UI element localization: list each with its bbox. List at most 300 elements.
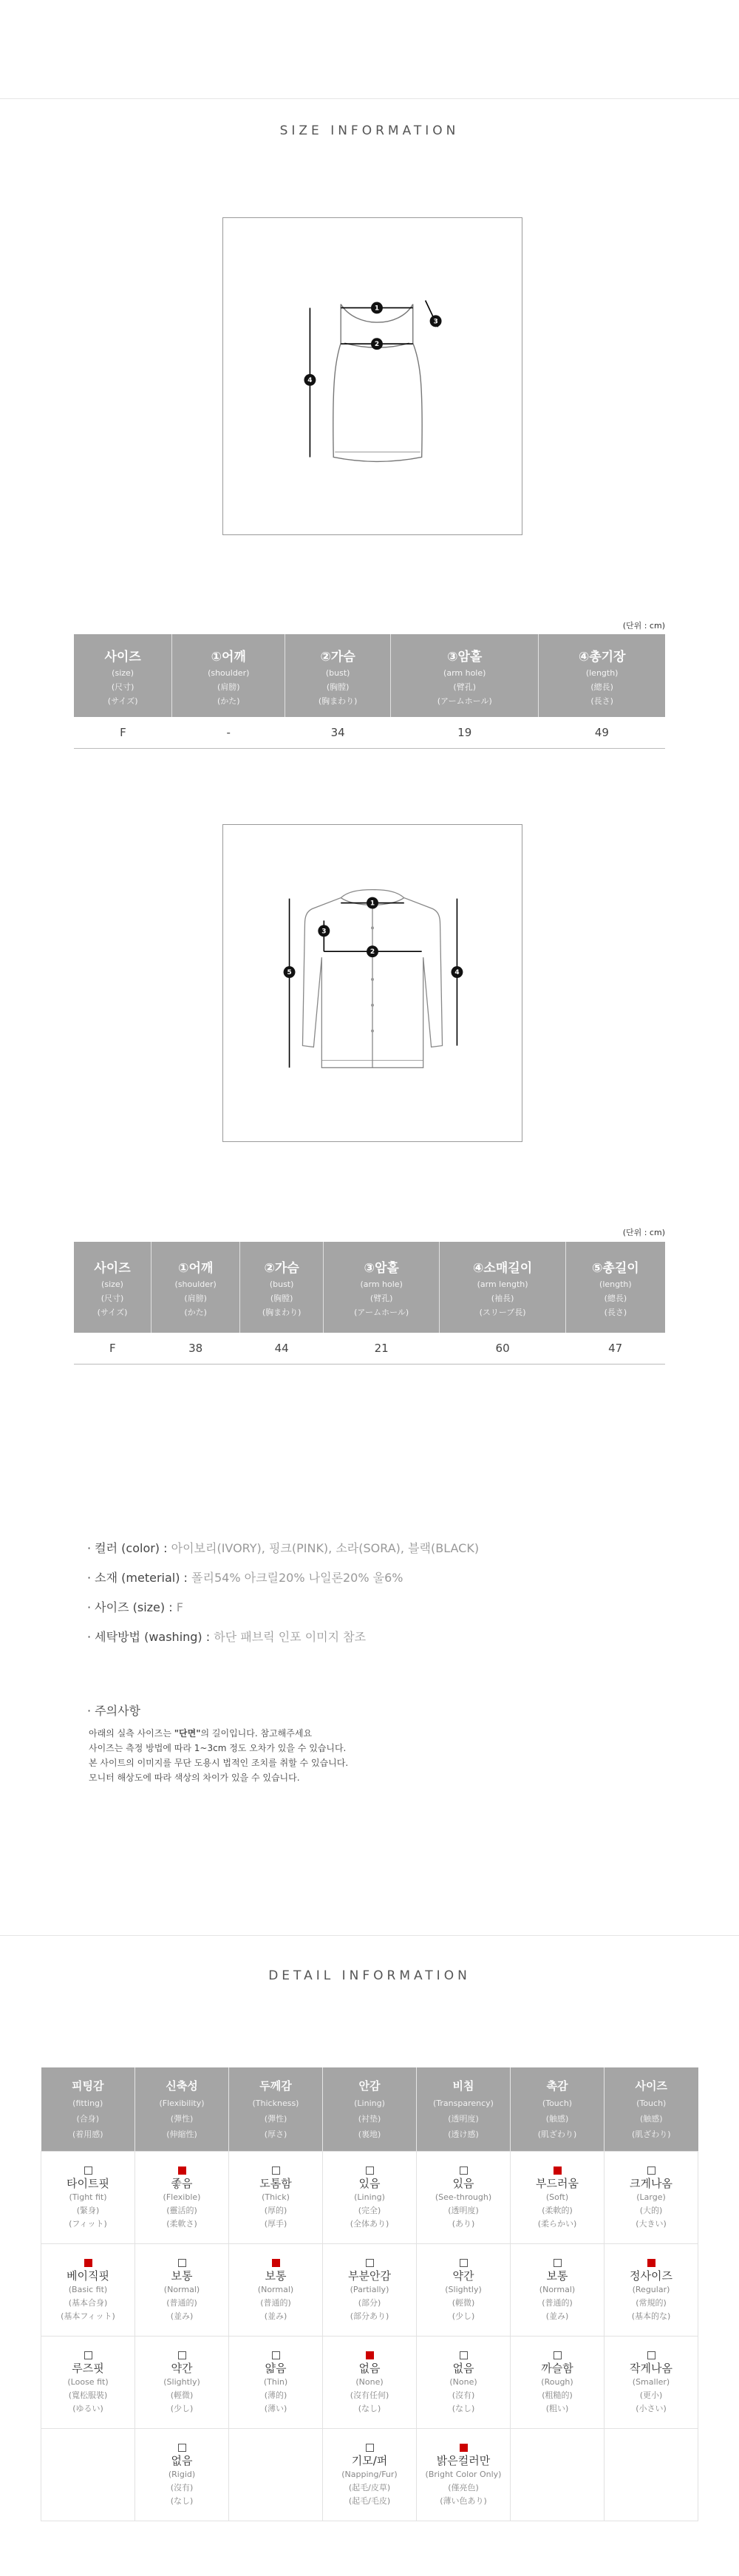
option-english: (Soft) [545,2192,569,2202]
detail-cell [511,2243,605,2336]
option-label: 부드러움 [536,2176,579,2190]
detail-header-sub: (肌ざわり) [537,2129,577,2139]
option-japanese: (ゆるい) [72,2403,103,2413]
option-japanese: (全体あり) [350,2218,389,2229]
column-header-sub: (臂孔) [453,682,477,692]
option-english: (Regular) [632,2284,670,2294]
column-header-sub: (arm hole) [443,667,486,678]
detail-header-main: 신축성 [166,2079,198,2093]
svg-text:1: 1 [370,900,375,908]
notice-line-3: 본 사이트의 이미지를 무단 도용시 법적인 조치를 취할 수 있습니다. [89,1758,349,1768]
option-english: (Partially) [350,2284,389,2294]
option-chinese: (寬松服裝) [68,2390,108,2400]
tank-unit-label: (단위 : cm) [622,621,665,631]
detail-option [135,2351,228,2416]
unchecked-box-icon [460,2167,468,2175]
option-english: (Thin) [263,2376,288,2387]
detail-cell [229,2336,323,2428]
detail-header-sub: (彈性) [170,2113,194,2124]
column-header [172,634,285,717]
column-header-sub: (肩膀) [184,1294,207,1303]
option-english: (None) [449,2376,477,2387]
detail-header-sub: (Thickness) [252,2098,299,2108]
option-chinese: (起毛/皮草) [348,2482,391,2492]
option-label: 있음 [452,2176,474,2190]
svg-text:4: 4 [454,969,460,977]
unchecked-box-icon [178,2444,186,2452]
svg-text:2: 2 [370,948,375,956]
column-header-sub: (size) [112,667,134,678]
detail-row [41,2151,698,2243]
option-japanese: (薄い色あり) [440,2495,487,2506]
option-english: (Normal) [163,2284,200,2294]
column-header [74,634,172,717]
option-english: (Slightly) [445,2284,482,2294]
column-header-sub: (總長) [590,682,613,692]
option-japanese: (あり) [452,2218,475,2229]
option-label: 보통 [546,2269,568,2283]
detail-cell [135,2428,229,2521]
detail-header-sub: (厚さ) [264,2129,287,2139]
unchecked-box-icon [272,2167,280,2175]
option-japanese: (柔軟さ) [166,2218,197,2229]
option-japanese: (部分あり) [350,2311,389,2321]
detail-header-sub: (Lining) [354,2098,385,2108]
detail-column-header [417,2067,511,2151]
detail-header-sub: (合身) [76,2113,100,2124]
detail-cell [229,2243,323,2336]
detail-cell [605,2243,698,2336]
detail-column-header [323,2067,417,2151]
size-cell: - [172,717,285,748]
column-header-sub: (長さ) [590,696,613,706]
option-label: 없음 [171,2453,193,2467]
svg-text:1: 1 [374,305,380,313]
detail-header-sub: (衬垫) [358,2113,381,2124]
detail-header-sub: (fitting) [72,2098,103,2108]
size-cell: 60 [440,1333,565,1364]
option-japanese: (大きい) [636,2218,667,2229]
svg-text:5: 5 [287,969,292,977]
option-chinese: (完全) [358,2205,381,2215]
detail-cell [417,2151,511,2243]
detail-cell [605,2428,698,2521]
option-label: 루즈핏 [72,2361,104,2375]
column-header-sub: (bust) [325,667,350,678]
detail-row [41,2336,698,2428]
column-header-sub: (shoulder) [174,1279,217,1289]
detail-info-table [41,2067,698,2521]
column-header [391,634,539,717]
detail-option [229,2167,322,2231]
column-header-main: ①어깨 [178,1261,214,1276]
detail-cell [417,2428,511,2521]
option-chinese: (部分) [358,2297,381,2308]
detail-cell [135,2336,229,2428]
option-label: 좋음 [171,2176,193,2190]
option-english: (Normal) [539,2284,576,2294]
detail-cell [41,2151,135,2243]
option-chinese: (普通的) [260,2297,291,2308]
option-japanese: (粗い) [545,2403,569,2413]
option-chinese: (靈活的) [166,2205,197,2215]
column-header-sub: (アームホール) [437,696,492,706]
detail-option [323,2351,416,2416]
detail-cell [511,2336,605,2428]
svg-text:4: 4 [307,376,313,384]
detail-cell [229,2151,323,2243]
detail-header-sub: (Flexibility) [159,2098,205,2108]
detail-option [41,2167,134,2231]
unchecked-box-icon [84,2351,92,2359]
info-row [87,1622,479,1652]
detail-cell [511,2151,605,2243]
notice-line-4: 모니터 해상도에 따라 색상의 차이가 있을 수 있습니다. [89,1773,300,1783]
size-information-title: SIZE INFORMATION [279,123,460,138]
detail-option [511,2351,604,2416]
unchecked-box-icon [366,2259,374,2267]
column-header-sub: (臂孔) [370,1294,393,1303]
detail-option [229,2351,322,2416]
option-english: (Basic fit) [68,2284,108,2294]
detail-header-sub: (伸縮性) [166,2129,197,2139]
detail-option [605,2167,698,2231]
option-label: 약간 [171,2361,193,2375]
option-japanese: (起毛/毛皮) [348,2495,391,2506]
detail-option [41,2259,134,2323]
column-header-sub: (bust) [269,1279,294,1289]
column-header-sub: (サイズ) [97,1308,128,1317]
detail-cell [41,2336,135,2428]
detail-option [605,2259,698,2323]
detail-option [323,2444,416,2508]
option-english: (Large) [636,2192,666,2202]
column-header-sub: (arm length) [477,1279,528,1289]
notice-section [87,1696,348,1785]
unchecked-box-icon [554,2259,562,2267]
option-label: 정사이즈 [630,2269,672,2283]
option-label: 작게나옴 [630,2361,672,2375]
detail-option [135,2444,228,2508]
unchecked-box-icon [460,2259,468,2267]
detail-header-sub: (Transparency) [433,2098,494,2108]
column-header [74,1242,151,1333]
info-value: 하단 패브릭 인포 이미지 참조 [214,1630,367,1644]
unchecked-box-icon [84,2167,92,2175]
detail-option [511,2167,604,2231]
option-chinese: (普通的) [166,2297,197,2308]
unchecked-box-icon [178,2259,186,2267]
option-english: (Thick) [262,2192,290,2202]
detail-cell [417,2336,511,2428]
option-english: (Rough) [541,2376,573,2387]
option-english: (Bright Color Only) [425,2469,502,2479]
option-japanese: (小さい) [636,2403,667,2413]
option-japanese: (基本的な) [631,2311,671,2321]
checked-box-icon [460,2444,468,2452]
detail-divider [0,1935,739,1936]
option-japanese: (なし) [358,2403,381,2413]
column-header-sub: (length) [599,1279,632,1289]
column-header [240,1242,324,1333]
option-label: 없음 [452,2361,474,2375]
unchecked-box-icon [647,2351,655,2359]
option-english: (Slightly) [163,2376,200,2387]
detail-column-header [135,2067,229,2151]
checked-box-icon [272,2259,280,2267]
column-header-sub: (胸まわり) [318,696,358,706]
size-cell: 49 [539,717,665,748]
info-value: 아이보리(IVORY), 핑크(PINK), 소라(SORA), 블랙(BLACK) [171,1541,480,1555]
info-value: 폴리54% 아크릴20% 나일론20% 울6% [191,1571,403,1585]
tank-top-diagram [222,217,522,535]
detail-option [605,2351,698,2416]
detail-header-sub: (Touch) [542,2098,573,2108]
option-japanese: (基本フィット) [61,2311,115,2321]
column-header [323,1242,440,1333]
column-header-sub: (肩膀) [217,682,240,692]
detail-cell [323,2151,417,2243]
option-chinese: (厚的) [264,2205,287,2215]
size-cell: 44 [240,1333,324,1364]
option-english: (Normal) [257,2284,294,2294]
column-header-sub: (尺寸) [111,682,134,692]
detail-header-main: 비침 [452,2079,474,2093]
column-header-main: 사이즈 [94,1261,131,1276]
detail-header-main: 피팅감 [72,2079,104,2093]
notice-line-1: 아래의 실측 사이즈는 "단면"의 길이입니다. 참고해주세요 [89,1728,313,1739]
unchecked-box-icon [178,2351,186,2359]
column-header [440,1242,565,1333]
option-label: 부분안감 [348,2269,391,2283]
checked-box-icon [554,2167,562,2175]
size-cell: 47 [565,1333,665,1364]
detail-option [417,2259,510,2323]
cardigan-illustration [223,825,522,1141]
column-header-sub: (かた) [184,1308,207,1317]
option-chinese: (大的) [639,2205,663,2215]
size-cell: F [74,1333,151,1364]
detail-cell [41,2428,135,2521]
option-english: (Napping/Fur) [341,2469,398,2479]
column-header-sub: (かた) [217,696,240,706]
unchecked-box-icon [272,2351,280,2359]
size-cell: 38 [151,1333,240,1364]
option-english: (Lining) [354,2192,385,2202]
detail-cell [135,2151,229,2243]
column-header-sub: (shoulder) [208,667,250,678]
column-header-sub: (スリーブ長) [479,1308,526,1317]
detail-option [417,2167,510,2231]
info-label: · 사이즈 (size) : [87,1600,177,1614]
column-header-sub: (袖長) [491,1294,514,1303]
detail-header-sub: (着用感) [72,2129,103,2139]
notice-title: · 주의사항 [87,1704,140,1718]
detail-option [41,2351,134,2416]
detail-cell [605,2336,698,2428]
option-english: (Tight fit) [69,2192,107,2202]
column-header-main: ③암홀 [447,649,483,665]
column-header-sub: (size) [101,1279,123,1289]
detail-header-sub: (Touch) [636,2098,667,2108]
column-header-sub: (アームホール) [354,1308,409,1317]
detail-column-header [511,2067,605,2151]
option-japanese: (少し) [452,2311,475,2321]
column-header-main: ⑤총길이 [592,1261,639,1276]
detail-option [511,2259,604,2323]
option-japanese: (少し) [170,2403,194,2413]
column-header-main: 사이즈 [104,649,141,665]
svg-text:3: 3 [433,318,438,326]
option-chinese: (僅亮色) [448,2482,479,2492]
option-chinese: (輕微) [170,2390,194,2400]
column-header-sub: (胸まわり) [262,1308,302,1317]
option-label: 없음 [358,2361,381,2375]
detail-row [41,2428,698,2521]
detail-cell [417,2243,511,2336]
detail-option [323,2259,416,2323]
detail-header-sub: (肌ざわり) [631,2129,671,2139]
svg-text:2: 2 [374,341,380,349]
column-header-main: ③암홀 [364,1261,399,1276]
option-japanese: (並み) [545,2311,569,2321]
option-japanese: (フィット) [69,2218,107,2229]
detail-header-sub: (彈性) [264,2113,287,2124]
column-header [539,634,665,717]
option-chinese: (沒有) [452,2390,475,2400]
tank-top-illustration [223,218,522,534]
product-info-list [87,1534,479,1652]
option-label: 까슬함 [541,2361,573,2375]
detail-cell [41,2243,135,2336]
detail-header-main: 촉감 [546,2079,568,2093]
column-header [285,634,391,717]
option-label: 밝은컬러만 [436,2453,491,2467]
option-label: 도톰함 [259,2176,292,2190]
option-chinese: (緊身) [76,2205,100,2215]
option-english: (Flexible) [163,2192,201,2202]
detail-column-header [229,2067,323,2151]
size-cell: 34 [285,717,391,748]
option-label: 얇음 [265,2361,287,2375]
column-header [151,1242,240,1333]
cardigan-unit-label: (단위 : cm) [622,1228,665,1237]
detail-cell [605,2151,698,2243]
option-label: 기모/퍼 [351,2453,388,2467]
unchecked-box-icon [554,2351,562,2359]
detail-header-sub: (触感) [545,2113,569,2124]
column-header [565,1242,665,1333]
detail-cell [323,2243,417,2336]
option-label: 있음 [358,2176,381,2190]
option-japanese: (柔らかい) [537,2218,577,2229]
info-row [87,1563,479,1593]
column-header-main: ④소매길이 [473,1261,533,1276]
detail-cell [229,2428,323,2521]
notice-line-2: 사이즈는 측정 방법에 따라 1~3cm 정도 오차가 있을 수 있습니다. [89,1743,347,1753]
option-chinese: (常規的) [636,2297,667,2308]
detail-cell [323,2428,417,2521]
detail-option [229,2259,322,2323]
option-chinese: (基本合身) [68,2297,108,2308]
column-header-main: ②가슴 [320,649,355,665]
size-cell: F [74,717,172,748]
option-chinese: (粗糙的) [542,2390,573,2400]
info-label: · 소재 (meterial) : [87,1571,192,1585]
option-japanese: (なし) [452,2403,475,2413]
size-cell: 21 [323,1333,440,1364]
detail-information-title: DETAIL INFORMATION [268,1968,471,1983]
column-header-sub: (サイズ) [107,696,138,706]
column-header-sub: (胸膛) [326,682,350,692]
detail-row [41,2243,698,2336]
option-japanese: (薄い) [264,2403,287,2413]
option-japanese: (並み) [170,2311,194,2321]
option-japanese: (厚手) [264,2218,287,2229]
option-chinese: (柔軟的) [542,2205,573,2215]
detail-option [417,2351,510,2416]
option-chinese: (輕微) [452,2297,475,2308]
detail-header-main: 두께감 [259,2079,292,2093]
option-chinese: (普通的) [542,2297,573,2308]
detail-cell [135,2243,229,2336]
info-value: F [176,1600,183,1614]
info-row [87,1593,479,1622]
option-label: 타이트핏 [67,2176,109,2190]
option-english: (See-through) [435,2192,492,2202]
option-label: 베이직핏 [67,2269,109,2283]
option-japanese: (なし) [170,2495,194,2506]
detail-header-main: 사이즈 [635,2079,667,2093]
unchecked-box-icon [647,2167,655,2175]
checked-box-icon [366,2351,374,2359]
info-label: · 세탁방법 (washing) : [87,1630,214,1644]
detail-header-sub: (透明度) [448,2113,479,2124]
detail-option [323,2167,416,2231]
column-header-sub: (arm hole) [360,1279,403,1289]
option-english: (Rigid) [168,2469,196,2479]
unchecked-box-icon [366,2444,374,2452]
option-english: (Smaller) [632,2376,670,2387]
cardigan-diagram [222,824,522,1142]
option-chinese: (透明度) [448,2205,479,2215]
detail-header-sub: (裏地) [358,2129,381,2139]
detail-cell [511,2428,605,2521]
detail-header-sub: (触感) [639,2113,663,2124]
size-cell: 19 [391,717,539,748]
option-english: (None) [355,2376,384,2387]
option-label: 크게나옴 [630,2176,672,2190]
option-english: (Loose fit) [67,2376,109,2387]
option-japanese: (並み) [264,2311,287,2321]
detail-option [417,2444,510,2508]
option-chinese: (沒有任何) [350,2390,389,2400]
option-chinese: (薄的) [264,2390,287,2400]
column-header-sub: (尺寸) [101,1294,124,1303]
option-label: 약간 [452,2269,474,2283]
column-header-sub: (length) [585,667,619,678]
checked-box-icon [84,2259,92,2267]
tank-size-table [74,634,665,749]
checked-box-icon [647,2259,655,2267]
option-chinese: (沒有) [170,2482,194,2492]
info-label: · 컬러 (color) : [87,1541,171,1555]
svg-text:3: 3 [321,928,327,936]
column-header-main: ②가슴 [264,1261,299,1276]
option-label: 보통 [265,2269,287,2283]
column-header-sub: (胸膛) [270,1294,293,1303]
info-row [87,1534,479,1563]
